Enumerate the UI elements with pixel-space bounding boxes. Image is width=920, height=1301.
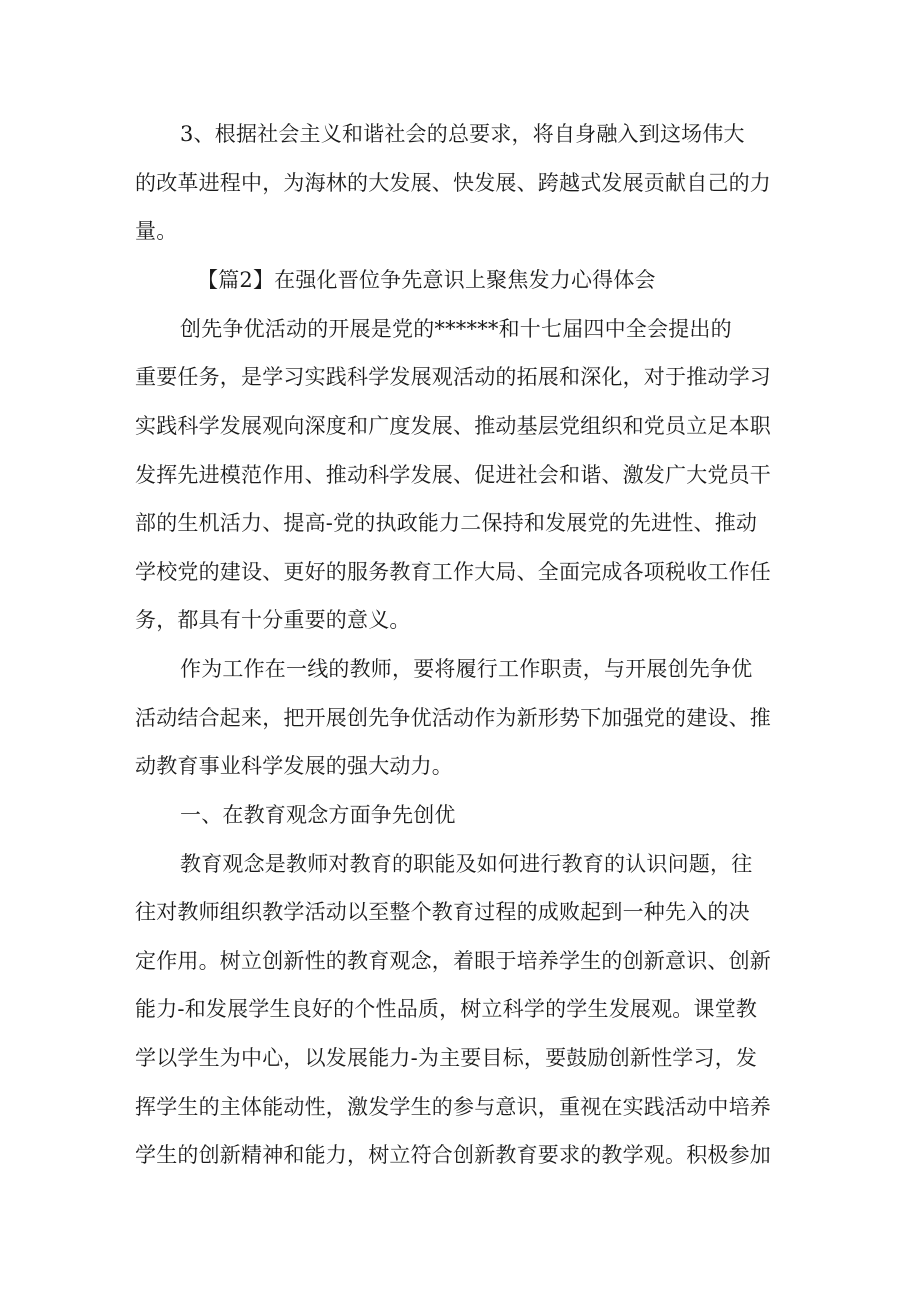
paragraph-line: 部的生机活力、提高-党的执政能力二保持和发展党的先进性、推动	[135, 511, 758, 535]
subsection-heading: 一、在教育观念方面争先创优	[180, 803, 456, 827]
paragraph-line: 动教育事业科学发展的强大动力。	[135, 754, 453, 778]
paragraph-line: 教育观念是教师对教育的职能及如何进行教育的认识问题，往	[180, 852, 753, 876]
paragraph-line: 务，都具有十分重要的意义。	[135, 608, 411, 632]
section-heading: 【篇2】在强化晋位争先意识上聚焦发力心得体会	[197, 268, 656, 292]
paragraph-line: 学生的创新精神和能力，树立符合创新教育要求的教学观。积极参加	[135, 1143, 771, 1167]
paragraph-line: 学校党的建设、更好的服务教育工作大局、全面完成各项税收工作任	[135, 560, 771, 584]
paragraph-line: 学以学生为中心，以发展能力-为主要目标，要鼓励创新性学习，发	[135, 1046, 758, 1070]
paragraph-line: 活动结合起来，把开展创先争优活动作为新形势下加强党的建设、推	[135, 706, 771, 730]
paragraph-line: 重要任务，是学习实践科学发展观活动的拓展和深化，对于推动学习	[135, 365, 771, 389]
paragraph-line: 创先争优活动的开展是党的******和十七届四中全会提出的	[180, 317, 732, 341]
paragraph-line: 定作用。树立创新性的教育观念，着眼于培养学生的创新意识、创新	[135, 949, 771, 973]
paragraph-line: 量。	[135, 219, 178, 243]
paragraph-line: 发挥先进模范作用、推动科学发展、促进社会和谐、激发广大党员干	[135, 463, 771, 487]
paragraph-line: 能力-和发展学生良好的个性品质，树立科学的学生发展观。课堂教	[135, 997, 758, 1021]
paragraph-line: 作为工作在一线的教师，要将履行工作职责，与开展创先争优	[180, 657, 753, 681]
paragraph-line: 往对教师组织教学活动以至整个教育过程的成败起到一种先入的决	[135, 900, 750, 924]
paragraph-line: 挥学生的主体能动性，激发学生的参与意识，重视在实践活动中培养	[135, 1095, 771, 1119]
paragraph-line: 3、根据社会主义和谐社会的总要求，将自身融入到这场伟大	[180, 122, 745, 146]
paragraph-line: 的改革进程中，为海林的大发展、快发展、跨越式发展贡献自己的力	[135, 171, 771, 195]
paragraph-line: 实践科学发展观向深度和广度发展、推动基层党组织和党员立足本职	[135, 414, 771, 438]
